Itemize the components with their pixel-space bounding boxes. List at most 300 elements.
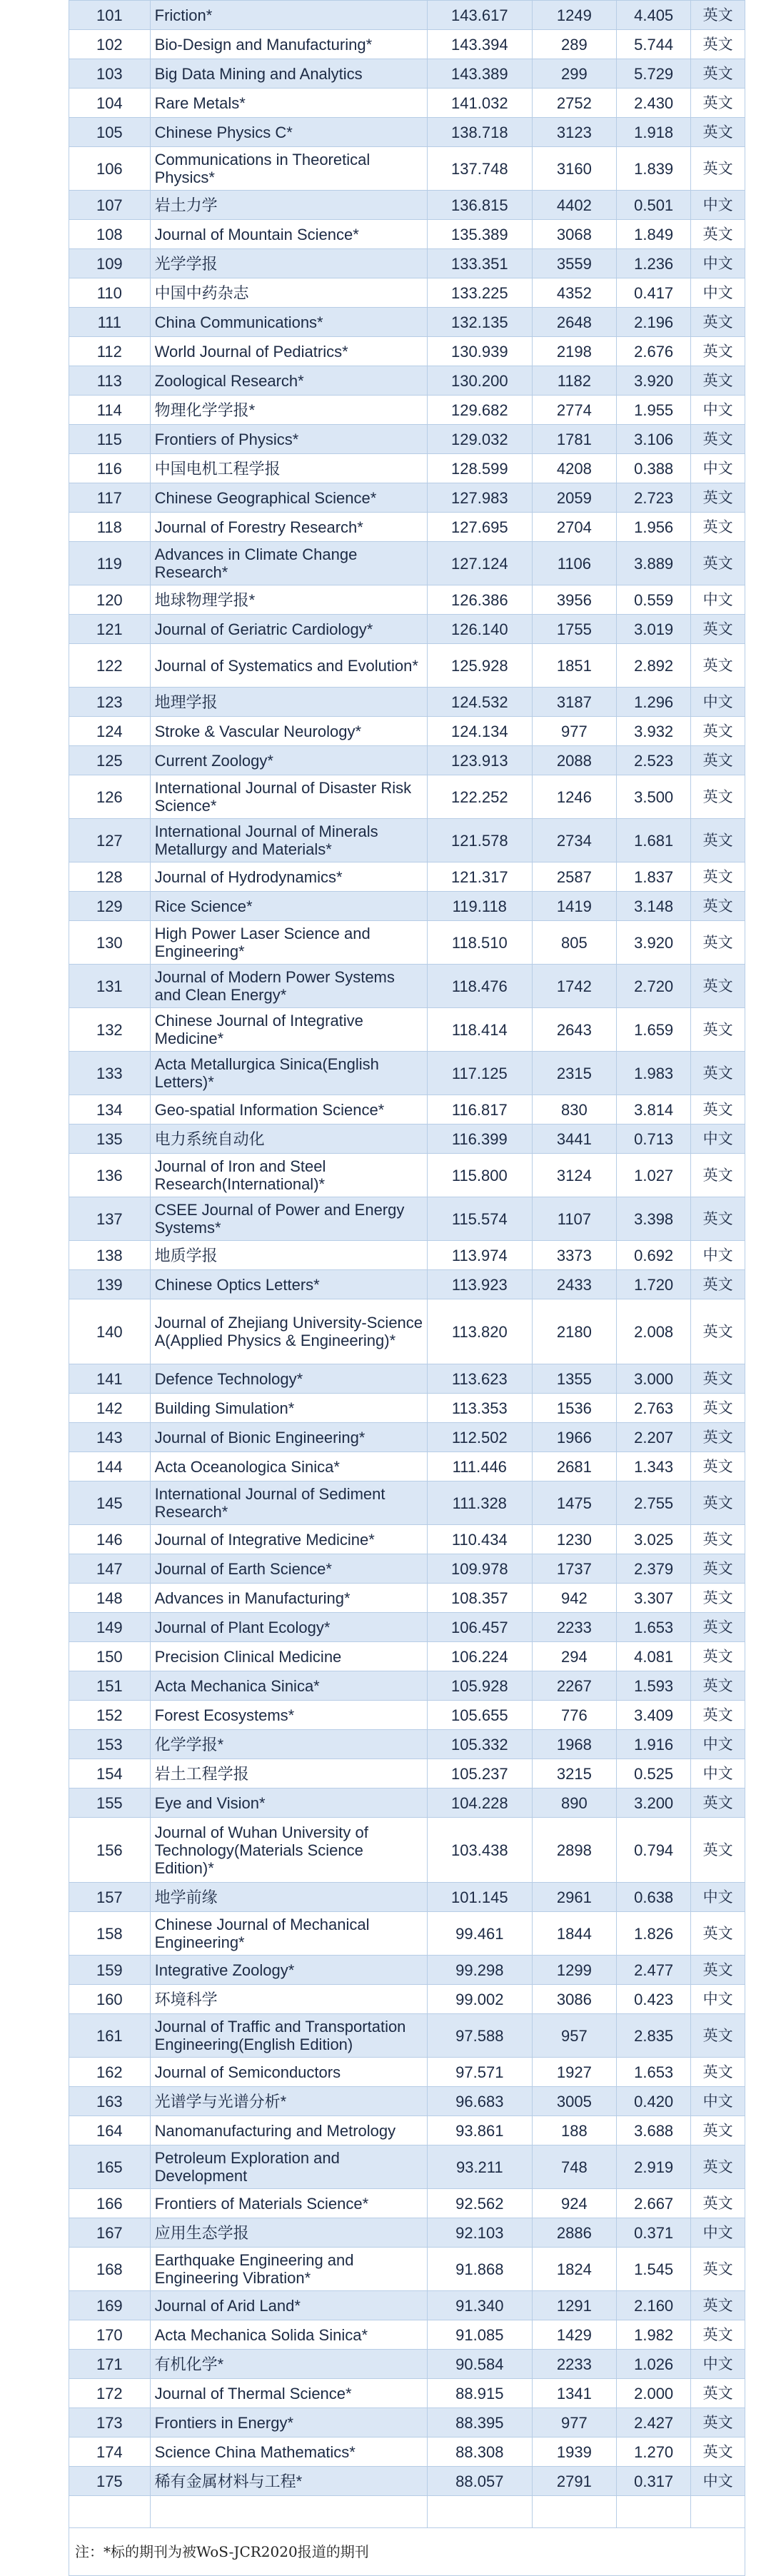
impact-factor-cell: 2.763 bbox=[617, 1394, 691, 1423]
journal-name-cell: Journal of Arid Land* bbox=[150, 2291, 427, 2320]
rank-cell: 153 bbox=[69, 1730, 151, 1759]
rank-cell: 145 bbox=[69, 1481, 151, 1525]
table-row bbox=[69, 2467, 745, 2496]
score-cell: 97.571 bbox=[427, 2058, 532, 2087]
rank-cell: 109 bbox=[69, 249, 151, 278]
journal-name-cell: Journal of Modern Power Systems and Clean Energy* bbox=[150, 965, 427, 1008]
table-row bbox=[69, 89, 745, 118]
rank-cell: 175 bbox=[69, 2467, 151, 2496]
language-cell: 英文 bbox=[691, 30, 745, 59]
table-row bbox=[69, 2058, 745, 2087]
impact-factor-cell: 0.692 bbox=[617, 1241, 691, 1270]
journal-name-cell: 岩土力学 bbox=[150, 191, 427, 220]
citations-cell: 1851 bbox=[532, 644, 616, 688]
journal-name-cell: Frontiers in Energy* bbox=[150, 2408, 427, 2437]
impact-factor-cell: 1.955 bbox=[617, 396, 691, 425]
journal-name-cell: 光谱学与光谱分析* bbox=[150, 2087, 427, 2116]
journal-name-cell: Current Zoology* bbox=[150, 746, 427, 775]
table-row bbox=[69, 1270, 745, 1299]
language-cell: 英文 bbox=[691, 746, 745, 775]
journal-name-cell: China Communications* bbox=[150, 308, 427, 337]
journal-name-cell: Science China Mathematics* bbox=[150, 2437, 427, 2467]
journal-name-cell: Journal of Zhejiang University-Science A(Applied Physics & Engineering)* bbox=[150, 1299, 427, 1364]
table-row bbox=[69, 1125, 745, 1154]
impact-factor-cell: 2.523 bbox=[617, 746, 691, 775]
score-cell: 135.389 bbox=[427, 220, 532, 249]
impact-factor-cell: 1.983 bbox=[617, 1052, 691, 1095]
table-row bbox=[69, 2320, 745, 2350]
score-cell: 122.252 bbox=[427, 775, 532, 819]
impact-factor-cell: 3.398 bbox=[617, 1197, 691, 1241]
citations-cell: 1182 bbox=[532, 366, 616, 396]
table-row bbox=[69, 1554, 745, 1584]
language-cell: 中文 bbox=[691, 1985, 745, 2014]
rank-cell: 127 bbox=[69, 819, 151, 862]
rank-cell: 121 bbox=[69, 615, 151, 644]
impact-factor-cell: 2.720 bbox=[617, 965, 691, 1008]
language-cell: 英文 bbox=[691, 1642, 745, 1671]
score-cell: 121.578 bbox=[427, 819, 532, 862]
rank-cell: 147 bbox=[69, 1554, 151, 1584]
rank-cell: 142 bbox=[69, 1394, 151, 1423]
language-cell: 英文 bbox=[691, 1095, 745, 1125]
table-row bbox=[69, 1423, 745, 1452]
table-row bbox=[69, 118, 745, 147]
table-row bbox=[69, 1956, 745, 1985]
table-row bbox=[69, 1818, 745, 1883]
rank-cell: 131 bbox=[69, 965, 151, 1008]
table-row bbox=[69, 2116, 745, 2145]
impact-factor-cell: 3.889 bbox=[617, 542, 691, 585]
citations-cell: 1107 bbox=[532, 1197, 616, 1241]
table-row bbox=[69, 1788, 745, 1818]
impact-factor-cell: 1.681 bbox=[617, 819, 691, 862]
journal-name-cell: Journal of Wuhan University of Technology(Materials Science Edition)* bbox=[150, 1818, 427, 1883]
journal-name-cell: High Power Laser Science and Engineering* bbox=[150, 921, 427, 965]
citations-cell: 2059 bbox=[532, 483, 616, 513]
citations-cell: 2961 bbox=[532, 1883, 616, 1912]
rank-cell: 168 bbox=[69, 2248, 151, 2291]
journal-name-cell: 地球物理学报* bbox=[150, 585, 427, 615]
table-row bbox=[69, 2218, 745, 2248]
citations-cell: 2233 bbox=[532, 2350, 616, 2379]
table-row bbox=[69, 396, 745, 425]
journal-name-cell: 地理学报 bbox=[150, 688, 427, 717]
citations-cell: 1742 bbox=[532, 965, 616, 1008]
rank-cell: 105 bbox=[69, 118, 151, 147]
score-cell: 92.562 bbox=[427, 2189, 532, 2218]
table-row bbox=[69, 2248, 745, 2291]
rank-cell: 124 bbox=[69, 717, 151, 746]
impact-factor-cell: 3.409 bbox=[617, 1701, 691, 1730]
impact-factor-cell: 0.638 bbox=[617, 1883, 691, 1912]
rank-cell: 152 bbox=[69, 1701, 151, 1730]
impact-factor-cell: 1.270 bbox=[617, 2437, 691, 2467]
rank-cell: 172 bbox=[69, 2379, 151, 2408]
table-row bbox=[69, 862, 745, 892]
impact-factor-cell: 0.420 bbox=[617, 2087, 691, 2116]
language-cell: 英文 bbox=[691, 1364, 745, 1394]
table-row bbox=[69, 454, 745, 483]
language-cell: 英文 bbox=[691, 118, 745, 147]
citations-cell: 1755 bbox=[532, 615, 616, 644]
impact-factor-cell: 0.317 bbox=[617, 2467, 691, 2496]
impact-factor-cell: 1.593 bbox=[617, 1671, 691, 1701]
rank-cell: 159 bbox=[69, 1956, 151, 1985]
citations-cell: 1249 bbox=[532, 1, 616, 30]
score-cell: 133.351 bbox=[427, 249, 532, 278]
table-row bbox=[69, 59, 745, 89]
citations-cell: 188 bbox=[532, 2116, 616, 2145]
rank-cell: 134 bbox=[69, 1095, 151, 1125]
score-cell: 143.617 bbox=[427, 1, 532, 30]
language-cell: 英文 bbox=[691, 147, 745, 191]
table-row bbox=[69, 2437, 745, 2467]
score-cell: 105.655 bbox=[427, 1701, 532, 1730]
language-cell: 中文 bbox=[691, 1125, 745, 1154]
language-cell: 英文 bbox=[691, 2248, 745, 2291]
journal-name-cell: Journal of Earth Science* bbox=[150, 1554, 427, 1584]
journal-name-cell: Forest Ecosystems* bbox=[150, 1701, 427, 1730]
score-cell: 123.913 bbox=[427, 746, 532, 775]
citations-cell: 942 bbox=[532, 1584, 616, 1613]
journal-name-cell: Eye and Vision* bbox=[150, 1788, 427, 1818]
citations-cell: 977 bbox=[532, 2408, 616, 2437]
language-cell: 英文 bbox=[691, 483, 745, 513]
journal-name-cell: Journal of Bionic Engineering* bbox=[150, 1423, 427, 1452]
rank-cell: 156 bbox=[69, 1818, 151, 1883]
language-cell: 英文 bbox=[691, 1008, 745, 1052]
journal-name-cell: Chinese Journal of Integrative Medicine* bbox=[150, 1008, 427, 1052]
table-row bbox=[69, 1095, 745, 1125]
impact-factor-cell: 1.343 bbox=[617, 1452, 691, 1481]
language-cell: 英文 bbox=[691, 819, 745, 862]
footnote: 注：*标的期刊为被WoS-JCR2020报道的期刊 bbox=[69, 2528, 745, 2576]
journal-name-cell: Precision Clinical Medicine bbox=[150, 1642, 427, 1671]
language-cell: 英文 bbox=[691, 89, 745, 118]
impact-factor-cell: 0.559 bbox=[617, 585, 691, 615]
impact-factor-cell: 1.916 bbox=[617, 1730, 691, 1759]
score-cell: 88.395 bbox=[427, 2408, 532, 2437]
table-row bbox=[69, 2087, 745, 2116]
language-cell: 英文 bbox=[691, 2408, 745, 2437]
language-cell: 英文 bbox=[691, 1423, 745, 1452]
rank-cell: 164 bbox=[69, 2116, 151, 2145]
citations-cell: 3187 bbox=[532, 688, 616, 717]
rank-cell: 161 bbox=[69, 2014, 151, 2058]
journal-name-cell: Journal of Iron and Steel Research(International)* bbox=[150, 1154, 427, 1197]
journal-name-cell: International Journal of Minerals Metallurgy and Materials* bbox=[150, 819, 427, 862]
table-row bbox=[69, 585, 745, 615]
citations-cell: 1419 bbox=[532, 892, 616, 921]
journal-name-cell: Chinese Geographical Science* bbox=[150, 483, 427, 513]
rank-cell: 144 bbox=[69, 1452, 151, 1481]
impact-factor-cell: 3.920 bbox=[617, 921, 691, 965]
citations-cell: 3124 bbox=[532, 1154, 616, 1197]
table-row bbox=[69, 1481, 745, 1525]
language-cell: 英文 bbox=[691, 2189, 745, 2218]
score-cell: 93.861 bbox=[427, 2116, 532, 2145]
language-cell: 英文 bbox=[691, 1052, 745, 1095]
citations-cell: 4208 bbox=[532, 454, 616, 483]
impact-factor-cell: 0.501 bbox=[617, 191, 691, 220]
journal-name-cell: Earthquake Engineering and Engineering Vibration* bbox=[150, 2248, 427, 2291]
citations-cell: 3068 bbox=[532, 220, 616, 249]
language-cell: 英文 bbox=[691, 1584, 745, 1613]
rank-cell: 104 bbox=[69, 89, 151, 118]
table-row bbox=[69, 688, 745, 717]
citations-cell: 1737 bbox=[532, 1554, 616, 1584]
language-cell: 中文 bbox=[691, 1759, 745, 1788]
table-row bbox=[69, 1394, 745, 1423]
rank-cell: 113 bbox=[69, 366, 151, 396]
language-cell: 英文 bbox=[691, 1788, 745, 1818]
table-row bbox=[69, 278, 745, 308]
citations-cell: 3559 bbox=[532, 249, 616, 278]
impact-factor-cell: 1.027 bbox=[617, 1154, 691, 1197]
table-row bbox=[69, 191, 745, 220]
impact-factor-cell: 2.676 bbox=[617, 337, 691, 366]
table-row bbox=[69, 1052, 745, 1095]
rank-cell: 154 bbox=[69, 1759, 151, 1788]
score-cell: 115.574 bbox=[427, 1197, 532, 1241]
language-cell: 英文 bbox=[691, 965, 745, 1008]
table-row bbox=[69, 1701, 745, 1730]
language-cell: 英文 bbox=[691, 513, 745, 542]
impact-factor-cell: 3.307 bbox=[617, 1584, 691, 1613]
score-cell: 110.434 bbox=[427, 1525, 532, 1554]
language-cell: 中文 bbox=[691, 454, 745, 483]
journal-name-cell: Advances in Climate Change Research* bbox=[150, 542, 427, 585]
impact-factor-cell: 2.008 bbox=[617, 1299, 691, 1364]
score-cell: 118.476 bbox=[427, 965, 532, 1008]
journal-name-cell: 中国中药杂志 bbox=[150, 278, 427, 308]
journal-name-cell: Journal of Plant Ecology* bbox=[150, 1613, 427, 1642]
impact-factor-cell: 1.956 bbox=[617, 513, 691, 542]
journal-name-cell: CSEE Journal of Power and Energy Systems* bbox=[150, 1197, 427, 1241]
citations-cell: 2734 bbox=[532, 819, 616, 862]
score-cell: 127.124 bbox=[427, 542, 532, 585]
rank-cell: 155 bbox=[69, 1788, 151, 1818]
journal-name-cell: Journal of Traffic and Transportation Engineering(English Edition) bbox=[150, 2014, 427, 2058]
language-cell: 中文 bbox=[691, 191, 745, 220]
table-row bbox=[69, 2291, 745, 2320]
journal-name-cell: 光学学报 bbox=[150, 249, 427, 278]
citations-cell: 805 bbox=[532, 921, 616, 965]
citations-cell: 1341 bbox=[532, 2379, 616, 2408]
impact-factor-cell: 3.500 bbox=[617, 775, 691, 819]
rank-cell: 108 bbox=[69, 220, 151, 249]
score-cell: 106.457 bbox=[427, 1613, 532, 1642]
score-cell: 124.134 bbox=[427, 717, 532, 746]
table-row bbox=[69, 1154, 745, 1197]
score-cell: 105.332 bbox=[427, 1730, 532, 1759]
journal-name-cell: Petroleum Exploration and Development bbox=[150, 2145, 427, 2189]
impact-factor-cell: 1.839 bbox=[617, 147, 691, 191]
citations-cell: 3215 bbox=[532, 1759, 616, 1788]
score-cell: 111.446 bbox=[427, 1452, 532, 1481]
table-row bbox=[69, 2350, 745, 2379]
score-cell: 113.623 bbox=[427, 1364, 532, 1394]
rank-cell: 107 bbox=[69, 191, 151, 220]
language-cell: 英文 bbox=[691, 1481, 745, 1525]
citations-cell: 3441 bbox=[532, 1125, 616, 1154]
journal-name-cell: Advances in Manufacturing* bbox=[150, 1584, 427, 1613]
citations-cell: 2198 bbox=[532, 337, 616, 366]
impact-factor-cell: 3.688 bbox=[617, 2116, 691, 2145]
journal-name-cell: Bio-Design and Manufacturing* bbox=[150, 30, 427, 59]
journal-name-cell: Journal of Hydrodynamics* bbox=[150, 862, 427, 892]
rank-cell: 130 bbox=[69, 921, 151, 965]
table-row bbox=[69, 1759, 745, 1788]
language-cell: 英文 bbox=[691, 1197, 745, 1241]
table-row bbox=[69, 2189, 745, 2218]
table-row bbox=[69, 1525, 745, 1554]
table-row bbox=[69, 1985, 745, 2014]
score-cell: 91.340 bbox=[427, 2291, 532, 2320]
language-cell: 英文 bbox=[691, 1613, 745, 1642]
impact-factor-cell: 2.160 bbox=[617, 2291, 691, 2320]
impact-factor-cell: 1.653 bbox=[617, 2058, 691, 2087]
rank-cell: 135 bbox=[69, 1125, 151, 1154]
citations-cell: 957 bbox=[532, 2014, 616, 2058]
table-row bbox=[69, 483, 745, 513]
citations-cell: 1246 bbox=[532, 775, 616, 819]
citations-cell: 1824 bbox=[532, 2248, 616, 2291]
score-cell: 129.032 bbox=[427, 425, 532, 454]
table-row bbox=[69, 30, 745, 59]
language-cell: 英文 bbox=[691, 1270, 745, 1299]
language-cell: 英文 bbox=[691, 1956, 745, 1985]
score-cell: 88.308 bbox=[427, 2437, 532, 2467]
language-cell: 英文 bbox=[691, 542, 745, 585]
rank-cell: 133 bbox=[69, 1052, 151, 1095]
rank-cell: 128 bbox=[69, 862, 151, 892]
score-cell: 88.915 bbox=[427, 2379, 532, 2408]
rank-cell: 111 bbox=[69, 308, 151, 337]
citations-cell: 1291 bbox=[532, 2291, 616, 2320]
language-cell: 英文 bbox=[691, 2291, 745, 2320]
score-cell: 105.928 bbox=[427, 1671, 532, 1701]
score-cell: 99.461 bbox=[427, 1912, 532, 1956]
score-cell: 129.682 bbox=[427, 396, 532, 425]
impact-factor-cell: 2.000 bbox=[617, 2379, 691, 2408]
journal-name-cell: Journal of Systematics and Evolution* bbox=[150, 644, 427, 688]
journal-name-cell: Journal of Semiconductors bbox=[150, 2058, 427, 2087]
citations-cell: 748 bbox=[532, 2145, 616, 2189]
citations-cell: 3086 bbox=[532, 1985, 616, 2014]
journal-name-cell: Journal of Geriatric Cardiology* bbox=[150, 615, 427, 644]
language-cell: 英文 bbox=[691, 2145, 745, 2189]
citations-cell: 977 bbox=[532, 717, 616, 746]
table-row bbox=[69, 2014, 745, 2058]
impact-factor-cell: 1.982 bbox=[617, 2320, 691, 2350]
language-cell: 英文 bbox=[691, 615, 745, 644]
blank-row bbox=[69, 2496, 745, 2528]
rank-cell: 160 bbox=[69, 1985, 151, 2014]
table-row bbox=[69, 921, 745, 965]
impact-factor-cell: 0.388 bbox=[617, 454, 691, 483]
impact-factor-cell: 2.427 bbox=[617, 2408, 691, 2437]
table-row bbox=[69, 1299, 745, 1364]
impact-factor-cell: 3.200 bbox=[617, 1788, 691, 1818]
language-cell: 中文 bbox=[691, 2087, 745, 2116]
language-cell: 英文 bbox=[691, 366, 745, 396]
citations-cell: 1536 bbox=[532, 1394, 616, 1423]
score-cell: 111.328 bbox=[427, 1481, 532, 1525]
citations-cell: 2752 bbox=[532, 89, 616, 118]
score-cell: 126.140 bbox=[427, 615, 532, 644]
language-cell: 英文 bbox=[691, 862, 745, 892]
score-cell: 104.228 bbox=[427, 1788, 532, 1818]
rank-cell: 143 bbox=[69, 1423, 151, 1452]
table-row bbox=[69, 147, 745, 191]
journal-name-cell: World Journal of Pediatrics* bbox=[150, 337, 427, 366]
score-cell: 138.718 bbox=[427, 118, 532, 147]
rank-cell: 174 bbox=[69, 2437, 151, 2467]
table-row bbox=[69, 220, 745, 249]
table-row bbox=[69, 542, 745, 585]
language-cell: 英文 bbox=[691, 1701, 745, 1730]
table-body bbox=[69, 1, 745, 2496]
table-row bbox=[69, 2379, 745, 2408]
score-cell: 130.939 bbox=[427, 337, 532, 366]
journal-name-cell: Frontiers of Materials Science* bbox=[150, 2189, 427, 2218]
score-cell: 93.211 bbox=[427, 2145, 532, 2189]
rank-cell: 137 bbox=[69, 1197, 151, 1241]
journal-name-cell: Journal of Integrative Medicine* bbox=[150, 1525, 427, 1554]
citations-cell: 2648 bbox=[532, 308, 616, 337]
citations-cell: 2681 bbox=[532, 1452, 616, 1481]
journal-name-cell: Journal of Forestry Research* bbox=[150, 513, 427, 542]
impact-factor-cell: 0.417 bbox=[617, 278, 691, 308]
language-cell: 英文 bbox=[691, 220, 745, 249]
score-cell: 113.353 bbox=[427, 1394, 532, 1423]
impact-factor-cell: 3.920 bbox=[617, 366, 691, 396]
journal-name-cell: Chinese Physics C* bbox=[150, 118, 427, 147]
impact-factor-cell: 1.026 bbox=[617, 2350, 691, 2379]
impact-factor-cell: 2.835 bbox=[617, 2014, 691, 2058]
journal-name-cell: 有机化学* bbox=[150, 2350, 427, 2379]
journal-name-cell: 稀有金属材料与工程* bbox=[150, 2467, 427, 2496]
score-cell: 113.923 bbox=[427, 1270, 532, 1299]
impact-factor-cell: 3.148 bbox=[617, 892, 691, 921]
score-cell: 96.683 bbox=[427, 2087, 532, 2116]
rank-cell: 101 bbox=[69, 1, 151, 30]
table-row bbox=[69, 2145, 745, 2189]
rank-cell: 165 bbox=[69, 2145, 151, 2189]
impact-factor-cell: 5.729 bbox=[617, 59, 691, 89]
journal-name-cell: Friction* bbox=[150, 1, 427, 30]
score-cell: 143.389 bbox=[427, 59, 532, 89]
table-row bbox=[69, 775, 745, 819]
rank-cell: 146 bbox=[69, 1525, 151, 1554]
score-cell: 126.386 bbox=[427, 585, 532, 615]
journal-name-cell: Stroke & Vascular Neurology* bbox=[150, 717, 427, 746]
citations-cell: 2886 bbox=[532, 2218, 616, 2248]
language-cell: 英文 bbox=[691, 644, 745, 688]
table-row bbox=[69, 249, 745, 278]
language-cell: 中文 bbox=[691, 1730, 745, 1759]
score-cell: 128.599 bbox=[427, 454, 532, 483]
journal-name-cell: Chinese Optics Letters* bbox=[150, 1270, 427, 1299]
language-cell: 英文 bbox=[691, 892, 745, 921]
citations-cell: 2643 bbox=[532, 1008, 616, 1052]
impact-factor-cell: 3.932 bbox=[617, 717, 691, 746]
citations-cell: 890 bbox=[532, 1788, 616, 1818]
rank-cell: 110 bbox=[69, 278, 151, 308]
score-cell: 136.815 bbox=[427, 191, 532, 220]
